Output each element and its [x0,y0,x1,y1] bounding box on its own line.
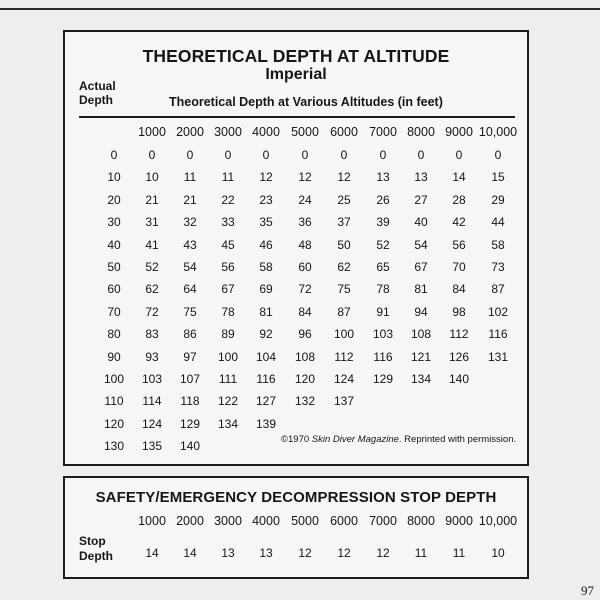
depth-altitude-table [63,30,529,466]
depth-value-cell: 26 [376,192,390,207]
altitude-header: 3000 [214,125,242,139]
depth-value-cell: 22 [221,192,235,207]
depth-value-cell: 100 [217,349,239,364]
actual-depth-cell: 120 [103,416,125,431]
depth-value-cell: 0 [186,148,194,162]
stop-depth-cell: 12 [298,546,312,560]
actual-depth-cell: 10 [107,170,121,185]
depth-value-cell: 0 [340,148,348,162]
depth-value-cell: 140 [179,439,201,454]
depth-value-cell: 81 [259,304,273,319]
actual-depth-cell: 110 [104,394,124,409]
various-altitudes-label: Theoretical Depth at Various Altitudes (in feet) [169,95,443,109]
depth-value-cell: 93 [145,349,159,364]
depth-value-cell: 96 [298,327,312,342]
table-title: THEORETICAL DEPTH AT ALTITUDE [142,46,450,66]
stop-altitude-header: 3000 [214,514,242,528]
depth-value-cell: 12 [259,170,273,185]
depth-value-cell: 44 [491,215,505,230]
depth-value-cell: 0 [494,148,502,162]
depth-value-cell: 37 [337,215,351,230]
depth-value-cell: 108 [294,349,316,364]
actual-label-line1: Actual [79,79,116,93]
depth-value-cell: 129 [372,372,394,386]
depth-value-cell: 69 [259,282,273,297]
depth-value-cell: 103 [372,327,394,342]
depth-value-cell: 89 [221,327,235,342]
stop-altitude-header: 2000 [176,514,204,528]
depth-value-cell: 67 [414,260,428,274]
depth-value-cell: 21 [145,192,159,207]
depth-value-cell: 56 [452,237,466,252]
table-subtitle: Imperial [265,66,327,83]
depth-value-cell: 75 [337,282,351,297]
stop-altitude-header: 10,000 [478,514,518,528]
depth-value-cell: 11 [221,170,235,185]
depth-value-cell: 56 [221,260,235,274]
depth-value-cell: 58 [259,260,273,274]
altitude-header: 10,000 [478,125,518,139]
depth-value-cell: 83 [145,327,159,342]
depth-value-cell: 11 [183,170,197,185]
depth-value-cell: 0 [262,148,270,162]
depth-value-cell: 36 [298,215,312,230]
credit-source: Skin Diver Magazine [311,434,399,445]
depth-value-cell: 100 [333,327,355,342]
depth-value-cell: 137 [333,394,355,409]
credit-rest: . Reprinted with permission. [398,434,517,445]
depth-value-cell: 72 [298,282,312,297]
depth-value-cell: 103 [141,372,163,386]
stop-depth-cell: 11 [452,546,466,560]
altitude-header: 2000 [176,125,204,139]
altitude-header: 4000 [252,125,280,139]
depth-value-cell: 45 [221,237,235,252]
depth-value-cell: 43 [183,237,197,252]
actual-depth-cell: 130 [103,439,125,454]
stop-altitude-header: 4000 [252,514,280,528]
depth-value-cell: 46 [259,237,273,252]
depth-value-cell: 107 [179,372,201,386]
depth-value-cell: 58 [491,237,505,252]
depth-value-cell: 0 [455,148,463,162]
depth-value-cell: 97 [183,349,197,364]
depth-value-cell: 116 [373,349,393,364]
actual-depth-cell: 100 [103,372,125,386]
stop-depth-cell: 14 [145,546,159,560]
depth-value-cell: 0 [224,148,232,162]
stop-depth-cell: 12 [376,546,390,560]
depth-value-cell: 52 [376,237,390,252]
stop-table-title: SAFETY/EMERGENCY DECOMPRESSION STOP DEPTH [95,489,497,506]
depth-value-cell: 35 [259,215,273,230]
stop-altitude-header: 7000 [369,514,397,528]
depth-value-cell: 86 [183,327,197,342]
depth-value-cell: 75 [183,304,197,319]
depth-value-cell: 72 [145,304,159,319]
actual-depth-cell: 70 [107,304,121,319]
depth-value-cell: 52 [145,260,159,274]
depth-value-cell: 54 [183,260,197,274]
stop-label-line1: Stop [79,534,106,548]
depth-value-cell: 112 [449,327,469,342]
depth-value-cell: 23 [259,192,273,207]
depth-value-cell: 13 [376,170,390,185]
depth-value-cell: 116 [256,372,276,386]
depth-value-cell: 64 [183,282,197,297]
depth-value-cell: 135 [141,439,163,454]
depth-value-cell: 13 [414,170,428,185]
depth-value-cell: 0 [148,148,156,162]
stop-altitude-header: 6000 [330,514,358,528]
stop-altitude-header: 5000 [291,514,319,528]
depth-value-cell: 39 [376,215,390,230]
depth-value-cell: 87 [337,304,351,319]
depth-value-cell: 108 [410,327,432,342]
stop-depth-cell: 13 [259,546,273,560]
stop-depth-table [63,476,529,579]
depth-value-cell: 70 [452,260,466,274]
depth-value-cell: 29 [491,192,505,207]
altitude-header: 7000 [369,125,397,139]
depth-value-cell: 87 [491,282,505,297]
depth-value-cell: 10 [145,170,159,185]
depth-value-cell: 114 [142,394,162,409]
depth-value-cell: 124 [141,416,163,431]
top-rule [0,8,600,10]
depth-value-cell: 32 [183,215,197,230]
depth-value-cell: 126 [448,349,470,364]
depth-value-cell: 120 [294,372,316,386]
depth-value-cell: 21 [183,192,197,207]
stop-depth-cell: 11 [414,546,428,560]
depth-value-cell: 24 [298,192,312,207]
depth-value-cell: 84 [452,282,466,297]
depth-value-cell: 122 [217,394,239,409]
depth-value-cell: 28 [452,192,466,207]
depth-value-cell: 134 [217,416,239,431]
depth-value-cell: 50 [337,237,351,252]
credit-line [281,434,516,445]
depth-value-cell: 98 [452,304,466,319]
depth-value-cell: 62 [337,260,351,274]
stop-label-line2: Depth [79,549,113,563]
depth-value-cell: 67 [221,282,235,297]
depth-value-cell: 33 [221,215,235,230]
depth-value-cell: 54 [414,237,428,252]
actual-depth-cell: 0 [110,148,118,162]
depth-value-cell: 48 [298,237,312,252]
depth-value-cell: 124 [333,372,355,386]
credit-year: ©1970 [281,434,312,445]
depth-value-cell: 42 [452,215,466,230]
actual-depth-cell: 50 [107,260,121,274]
depth-value-cell: 40 [414,215,428,230]
actual-depth-cell: 90 [107,349,121,364]
depth-value-cell: 78 [376,282,390,297]
altitude-header: 1000 [138,125,166,139]
depth-value-cell: 118 [180,394,200,409]
actual-label-line2: Depth [79,93,113,107]
depth-value-cell: 12 [337,170,351,185]
depth-value-cell: 60 [298,260,312,274]
header-divider [79,116,515,118]
stop-depth-label [79,534,113,564]
depth-value-cell: 0 [379,148,387,162]
actual-depth-label [79,79,116,107]
depth-value-cell: 73 [491,260,505,274]
depth-value-cell: 27 [414,192,428,207]
depth-value-cell: 62 [145,282,159,297]
depth-value-cell: 121 [410,349,432,364]
stop-altitude-header: 8000 [407,514,435,528]
depth-value-cell: 116 [488,327,508,342]
actual-depth-cell: 80 [107,327,121,342]
depth-value-cell: 140 [448,372,470,386]
depth-value-cell: 134 [410,372,432,386]
depth-value-cell: 131 [487,349,509,364]
actual-depth-cell: 30 [107,215,121,230]
depth-value-cell: 102 [487,304,509,319]
depth-value-cell: 81 [414,282,428,297]
depth-value-cell: 65 [376,260,390,274]
depth-value-cell: 0 [301,148,309,162]
actual-depth-cell: 60 [107,282,121,297]
depth-value-cell: 0 [417,148,425,162]
page-number: 97 [581,583,594,598]
depth-value-cell: 112 [334,349,354,364]
stop-altitude-header: 1000 [138,514,166,528]
actual-depth-cell: 20 [107,192,121,207]
depth-value-cell: 139 [255,416,277,431]
altitude-header: 8000 [407,125,435,139]
altitude-header: 5000 [291,125,319,139]
depth-value-cell: 92 [259,327,273,342]
stop-depth-cell: 10 [491,546,505,560]
stop-depth-cell: 12 [337,546,351,560]
depth-value-cell: 94 [414,304,428,319]
altitude-header: 6000 [330,125,358,139]
stop-depth-cell: 13 [221,546,235,560]
altitude-header: 9000 [445,125,473,139]
depth-value-cell: 41 [145,237,159,252]
depth-value-cell: 84 [298,304,312,319]
actual-depth-cell: 40 [107,237,121,252]
depth-value-cell: 12 [298,170,312,185]
depth-value-cell: 127 [255,394,277,409]
depth-value-cell: 31 [145,215,159,230]
stop-depth-cell: 14 [183,546,197,560]
depth-value-cell: 15 [491,170,505,185]
depth-value-cell: 14 [452,170,466,185]
depth-value-cell: 25 [337,192,351,207]
depth-value-cell: 78 [221,304,235,319]
depth-value-cell: 104 [255,349,277,364]
depth-value-cell: 132 [294,394,316,409]
depth-value-cell: 91 [376,304,390,319]
stop-altitude-header: 9000 [445,514,473,528]
depth-value-cell: 111 [218,372,238,386]
depth-value-cell: 129 [179,416,201,431]
